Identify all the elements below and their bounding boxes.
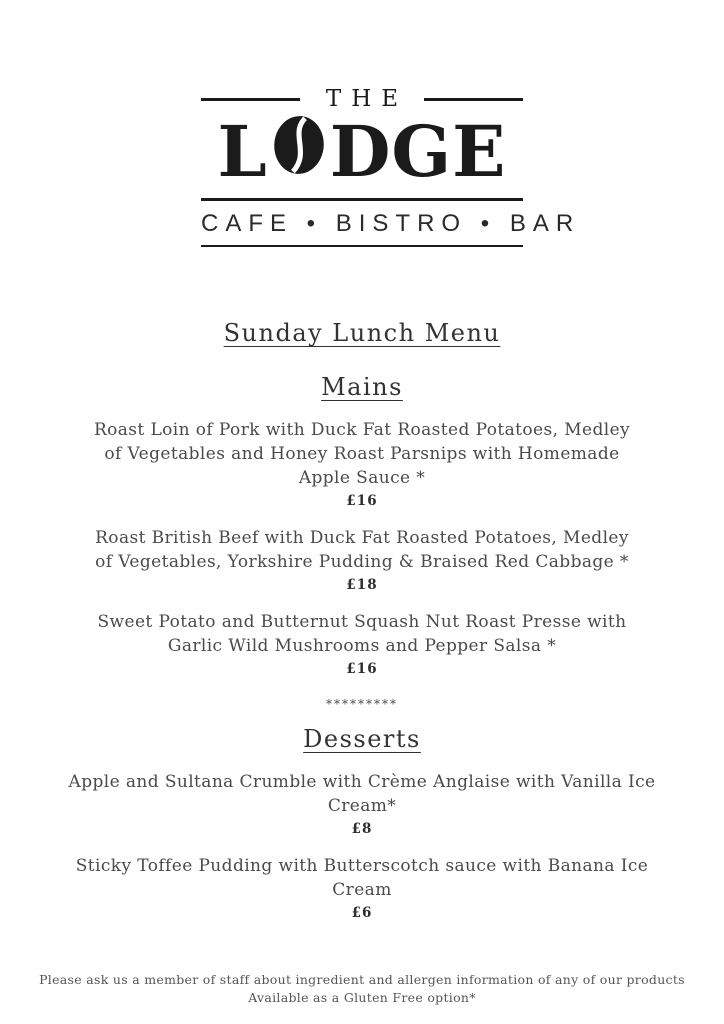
item-price: £8 [351, 821, 373, 837]
menu-title: Sunday Lunch Menu [223, 319, 501, 347]
item-name: Apple and Sultana Crumble with Crème Anglaise with Vanilla Ice Cream* [68, 772, 656, 816]
item-price: £16 [346, 493, 378, 509]
menu-item [0, 854, 724, 921]
logo-wordmark [201, 109, 523, 193]
menu-item [0, 526, 724, 593]
coffee-bean-icon [271, 114, 327, 187]
allergen-footer [0, 971, 724, 1007]
item-price: £16 [346, 661, 378, 677]
item-name: Sticky Toffee Pudding with Butterscotch sauce with Banana Ice Cream [75, 856, 649, 900]
logo-rule-right [424, 98, 523, 101]
item-name: Roast British Beef with Duck Fat Roasted Potatoes, Medley of Vegetables, Yorkshire Pudding & Braised Red Cabbage * [95, 528, 629, 572]
logo-word-the: THE [325, 86, 409, 112]
logo-divider-thin [201, 245, 523, 247]
menu-item [0, 770, 724, 837]
section-heading-mains: Mains [321, 373, 403, 401]
item-price: £6 [351, 905, 373, 921]
section-heading-desserts: Desserts [303, 725, 421, 753]
item-name: Roast Loin of Pork with Duck Fat Roasted Potatoes, Medley of Vegetables and Honey Roast Parsnips with Homemade Apple Sauce * [93, 420, 631, 488]
section-desserts [0, 725, 724, 921]
footer-gluten-free-note: Available as a Gluten Free option* [248, 990, 476, 1005]
logo-letters-dge: DGE [329, 109, 507, 193]
menu-item [0, 610, 724, 677]
footer-allergen-note: Please ask us a member of staff about ingredient and allergen information of any of our products [39, 972, 685, 987]
restaurant-logo [201, 86, 581, 247]
section-separator: ********* [326, 697, 398, 711]
logo-tagline: CAFE • BISTRO • BAR [201, 210, 581, 237]
logo-letter-l: L [217, 109, 268, 193]
item-name: Sweet Potato and Butternut Squash Nut Roast Presse with Garlic Wild Mushrooms and Pepper Salsa * [97, 612, 627, 656]
menu-item [0, 418, 724, 509]
logo-the-row [201, 86, 523, 112]
logo-divider-thick [201, 198, 523, 201]
logo-rule-left [201, 98, 300, 101]
item-price: £18 [346, 577, 378, 593]
section-mains [0, 373, 724, 677]
